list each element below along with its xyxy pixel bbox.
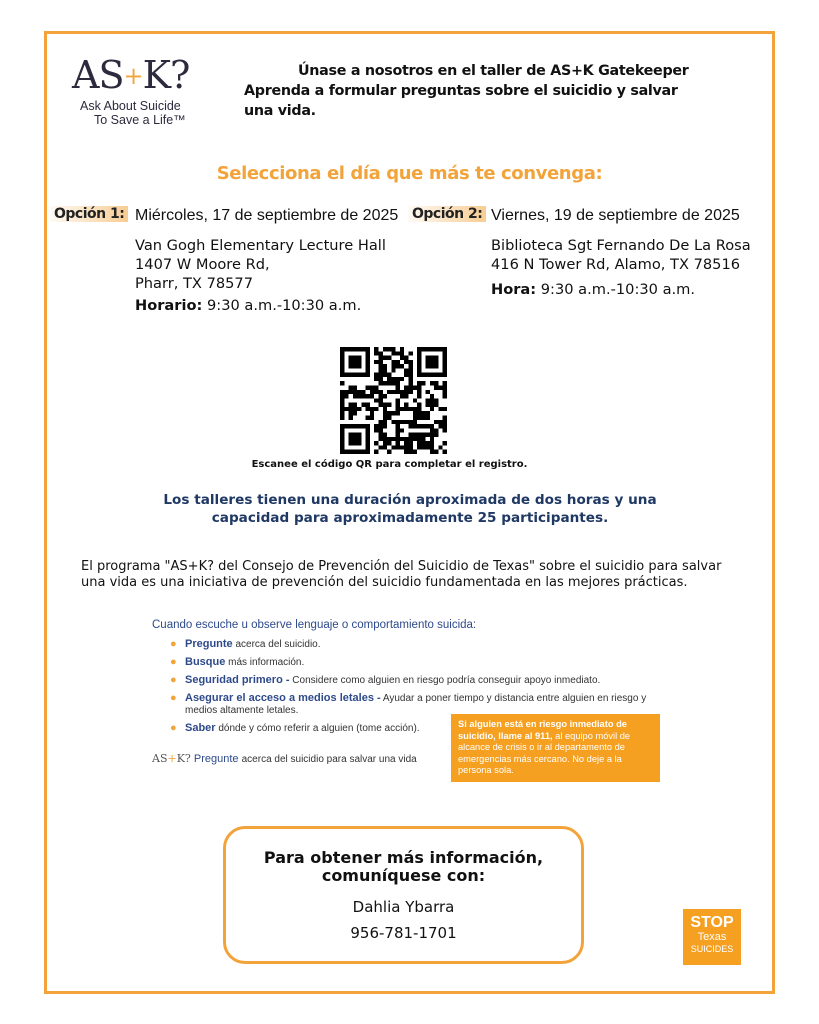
emergency-alert-box bbox=[451, 714, 660, 782]
intro-heading bbox=[244, 61, 704, 121]
option-1-time bbox=[135, 297, 361, 314]
option-2-street: 416 N Tower Rd, Alamo, TX 78516 bbox=[491, 256, 741, 273]
guide-footer-logo: AS+K? bbox=[152, 752, 191, 765]
program-description: El programa "AS+K? del Consejo de Prevención del Suicidio de Texas" sobre el suicidio para salvar una vida es una iniciativa de prevención del suicidio fundamentada en las mejores prácticas. bbox=[81, 559, 722, 590]
option-2-time-label: Hora: bbox=[491, 281, 537, 298]
logo-wordmark: AS+K? bbox=[72, 53, 190, 97]
stop-badge-line-2: Texas bbox=[697, 931, 727, 943]
contact-box bbox=[223, 826, 584, 964]
bullet-icon: ● bbox=[170, 692, 177, 704]
guide-footer-keyword: Pregunte bbox=[193, 753, 239, 765]
intro-line-2: Aprenda a formular preguntas sobre el suicidio y salvar una vida. bbox=[244, 83, 678, 119]
option-1-time-value: 9:30 a.m.-10:30 a.m. bbox=[207, 297, 362, 314]
alert-bold-text: Si alguien está en riesgo inmediato de suicidio, llame al 911, bbox=[458, 719, 627, 741]
list-item: ● Saber dónde y cómo referir a alguien (tome acción). bbox=[170, 722, 420, 734]
option-2-date: Viernes, 19 de septiembre de 2025 bbox=[491, 207, 740, 224]
list-item: ● Seguridad primero - Considere como alguien en riesgo podría conseguir apoyo inmediato. bbox=[170, 674, 601, 686]
stop-texas-suicides-logo bbox=[683, 909, 741, 965]
list-item: ● Pregunte acerca del suicidio. bbox=[170, 638, 321, 650]
bullet-icon: ● bbox=[170, 722, 177, 734]
list-item: ● Asegurar el acceso a medios letales - Ayudar a poner tiempo y distancia entre alguien en riesgo y medios altamente letales. bbox=[170, 692, 647, 716]
bullet-icon: ● bbox=[170, 656, 177, 668]
logo-tagline-2: To Save a Life™ bbox=[94, 113, 186, 127]
contact-name: Dahlia Ybarra bbox=[352, 898, 455, 916]
contact-title-line-2: comuníquese con: bbox=[321, 866, 486, 885]
stop-badge-line-3: SUICIDES bbox=[690, 944, 734, 954]
contact-title-line-1: Para obtener más información, bbox=[263, 848, 544, 867]
logo-tagline-1: Ask About Suicide bbox=[80, 99, 181, 113]
guide-footer-text: acerca del suicidio para salvar una vida bbox=[241, 754, 417, 765]
bullet-icon: ● bbox=[170, 638, 177, 650]
option-1-street: 1407 W Moore Rd, bbox=[135, 256, 270, 273]
qr-caption: Escanee el código QR para completar el registro. bbox=[251, 459, 528, 470]
registration-qr-code[interactable] bbox=[340, 347, 447, 454]
option-2-label: Opción 2: bbox=[408, 206, 486, 222]
contact-title bbox=[226, 849, 581, 885]
option-1-place: Van Gogh Elementary Lecture Hall bbox=[135, 237, 386, 254]
ask-logo bbox=[72, 53, 202, 127]
duration-line-2: capacidad para aproximadamente 25 participantes. bbox=[211, 510, 609, 526]
select-day-title: Selecciona el día que más te convenga: bbox=[216, 163, 603, 184]
contact-phone[interactable]: 956-781-1701 bbox=[350, 924, 457, 942]
option-1-city: Pharr, TX 78577 bbox=[135, 275, 253, 292]
guide-heading: Cuando escuche u observe lenguaje o comportamiento suicida: bbox=[152, 619, 477, 631]
intro-line-1: Únase a nosotros en el taller de AS+K Gatekeeper bbox=[298, 63, 689, 79]
option-2-place: Biblioteca Sgt Fernando De La Rosa bbox=[491, 237, 751, 254]
bullet-icon: ● bbox=[170, 674, 177, 686]
option-2-address bbox=[491, 236, 751, 274]
list-item: ● Busque más información. bbox=[170, 656, 305, 668]
workshop-duration-note bbox=[110, 491, 710, 527]
stop-badge-line-1: STOP bbox=[690, 914, 734, 931]
alert-text: al equipo móvil de alcance de crisis o ir al departamento de emergencias más cercano. No deje a la persona sola. bbox=[458, 730, 631, 775]
option-2-time bbox=[491, 281, 695, 298]
option-1-label: Opción 1: bbox=[50, 206, 128, 222]
option-1-address bbox=[135, 236, 386, 293]
duration-line-1: Los talleres tienen una duración aproximada de dos horas y una bbox=[163, 492, 657, 508]
option-1-time-label: Horario: bbox=[135, 297, 203, 314]
option-2-time-value: 9:30 a.m.-10:30 a.m. bbox=[540, 281, 696, 298]
option-1-date: Miércoles, 17 de septiembre de 2025 bbox=[135, 207, 399, 224]
guide-footer-tagline bbox=[152, 752, 417, 765]
